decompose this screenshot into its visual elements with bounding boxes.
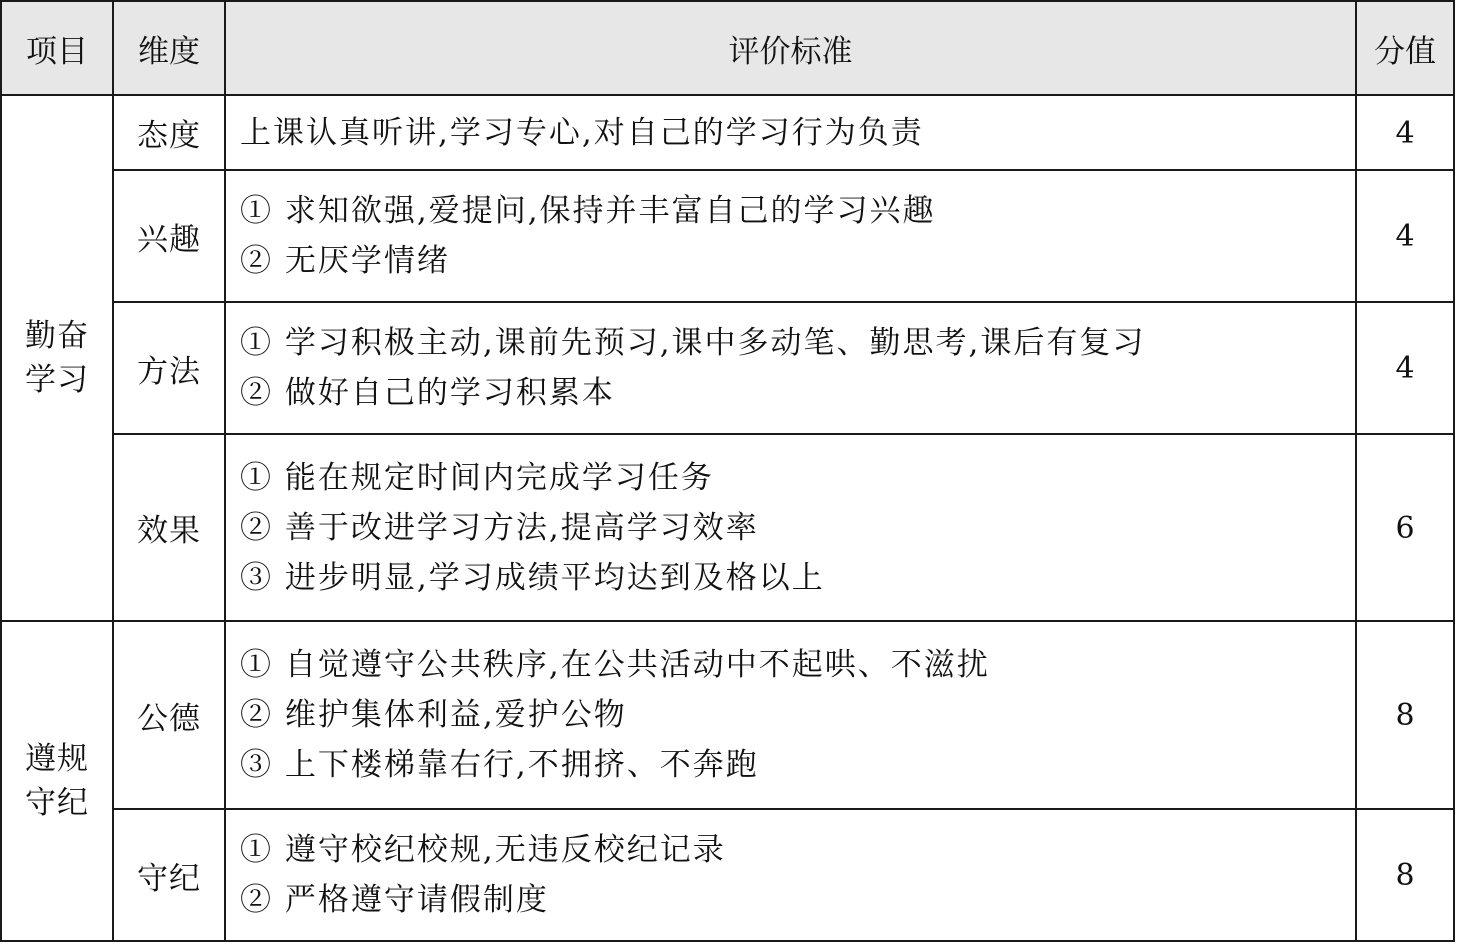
criteria-line: ② 无厌学情绪 xyxy=(240,243,450,279)
project-cell-discipline xyxy=(1,621,113,941)
criteria-line: ① 求知欲强,爱提问,保持并丰富自己的学习兴趣 xyxy=(240,193,936,229)
criteria-cell xyxy=(225,621,1356,809)
dimension-cell xyxy=(113,302,225,434)
score-value: 8 xyxy=(1395,858,1415,893)
dimension-cell xyxy=(113,170,225,302)
project-label-line2: 学习 xyxy=(25,362,89,398)
criteria-line: ③ 进步明显,学习成绩平均达到及格以上 xyxy=(240,559,825,596)
criteria-cell xyxy=(225,809,1356,941)
table-row xyxy=(1,809,1454,941)
criteria-cell xyxy=(225,95,1356,170)
criteria-cell xyxy=(225,434,1356,621)
score-cell xyxy=(1356,621,1454,809)
score-value: 8 xyxy=(1395,698,1415,733)
dimension-label: 兴趣 xyxy=(137,221,201,258)
dimension-label: 守纪 xyxy=(137,860,201,897)
criteria-line: ② 做好自己的学习积累本 xyxy=(240,375,615,411)
criteria-cell xyxy=(225,170,1356,302)
score-cell xyxy=(1356,434,1454,621)
score-cell xyxy=(1356,302,1454,434)
criteria-line: ② 善于改进学习方法,提高学习效率 xyxy=(240,509,759,546)
project-cell-diligent-study xyxy=(1,95,113,621)
dimension-label: 效果 xyxy=(137,513,201,549)
header-criteria: 评价标准 xyxy=(225,1,1356,95)
criteria-line: ① 遵守校纪校规,无违反校纪记录 xyxy=(240,832,726,868)
criteria-line: ② 维护集体利益,爱护公物 xyxy=(240,697,627,733)
dimension-label: 公德 xyxy=(137,700,201,737)
project-label-line2: 守纪 xyxy=(25,785,89,821)
header-row xyxy=(1,1,1454,95)
score-value: 4 xyxy=(1395,219,1415,254)
criteria-line: ③ 上下楼梯靠右行,不拥挤、不奔跑 xyxy=(240,747,759,783)
dimension-label: 态度 xyxy=(137,118,201,154)
criteria-line: ② 严格遵守请假制度 xyxy=(240,882,549,918)
table-row xyxy=(1,434,1454,621)
score-value: 4 xyxy=(1395,115,1415,151)
criteria-cell xyxy=(225,302,1356,434)
dimension-cell xyxy=(113,95,225,170)
dimension-label: 方法 xyxy=(137,353,201,390)
dimension-cell xyxy=(113,621,225,809)
header-dimension: 维度 xyxy=(113,1,225,95)
score-cell xyxy=(1356,170,1454,302)
table-row xyxy=(1,95,1454,170)
criteria-line: ① 能在规定时间内完成学习任务 xyxy=(240,459,714,496)
dimension-cell xyxy=(113,434,225,621)
score-cell xyxy=(1356,809,1454,941)
criteria-line: 上课认真听讲,学习专心,对自己的学习行为负责 xyxy=(240,114,924,151)
score-value: 6 xyxy=(1395,510,1415,546)
project-label-line1: 遵规 xyxy=(25,741,89,777)
criteria-line: ① 自觉遵守公共秩序,在公共活动中不起哄、不滋扰 xyxy=(240,647,990,683)
header-project: 项目 xyxy=(1,1,113,95)
score-value: 4 xyxy=(1395,351,1415,386)
dimension-cell xyxy=(113,809,225,941)
table-row xyxy=(1,302,1454,434)
criteria-line: ① 学习积极主动,课前先预习,课中多动笔、勤思考,课后有复习 xyxy=(240,325,1146,361)
score-cell xyxy=(1356,95,1454,170)
project-label-line1: 勤奋 xyxy=(25,318,89,354)
table-row xyxy=(1,621,1454,809)
header-score: 分值 xyxy=(1356,1,1454,95)
table-row xyxy=(1,170,1454,302)
